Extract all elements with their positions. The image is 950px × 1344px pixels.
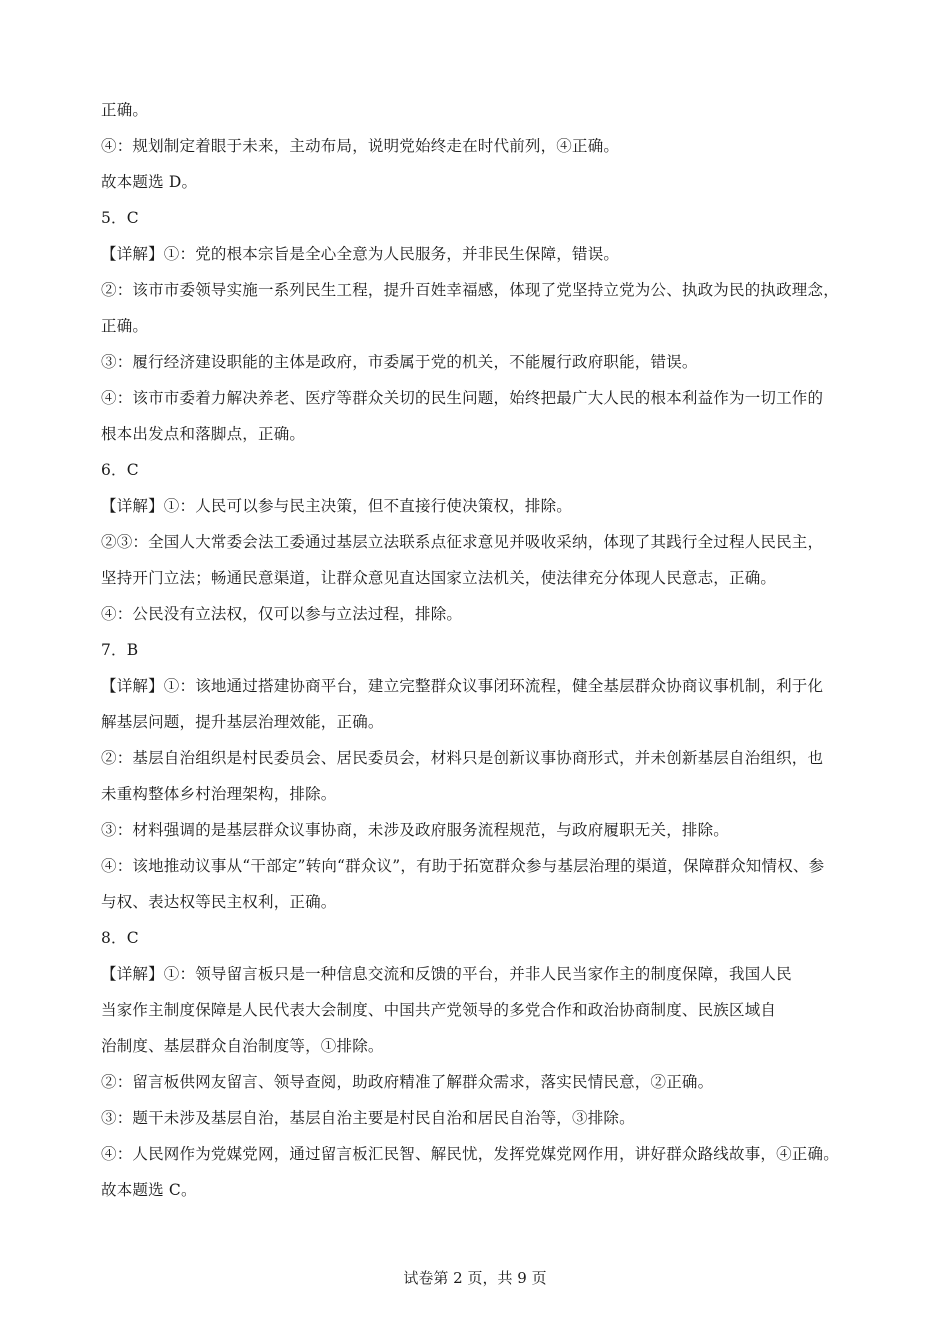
text-line: 【详解】①：该地通过搭建协商平台，建立完整群众议事闭环流程，健全基层群众协商议事机制，利于化 [101, 677, 824, 695]
text-line: ②：基层自治组织是村民委员会、居民委员会，材料只是创新议事协商形式，并未创新基层自治组织，也 [101, 749, 824, 767]
text-line: ④：规划制定着眼于未来，主动布局，说明党始终走在时代前列，④正确。 [101, 137, 620, 155]
text-line: ④：人民网作为党媒党网，通过留言板汇民智、解民忧，发挥党媒党网作用，讲好群众路线故事，④正确。 [101, 1145, 839, 1163]
text-line: ②：留言板供网友留言、领导查阅，助政府精准了解群众需求，落实民情民意，②正确。 [101, 1073, 714, 1091]
text-line: ④：该地推动议事从“干部定”转向“群众议”，有助于拓宽群众参与基层治理的渠道，保障群众知情权、参 [101, 857, 825, 875]
text-line: ②：该市市委领导实施一系列民生工程，提升百姓幸福感，体现了党坚持立党为公、执政为民的执政理念， [101, 281, 839, 299]
question-number: 6．C [101, 461, 139, 479]
text-line: 正确。 [101, 317, 149, 335]
question-number: 8．C [101, 929, 139, 947]
text-line: ③：材料强调的是基层群众议事协商，未涉及政府服务流程规范，与政府履职无关，排除。 [101, 821, 730, 839]
text-line: ③：题干未涉及基层自治，基层自治主要是村民自治和居民自治等，③排除。 [101, 1109, 635, 1127]
text-line: 解基层问题，提升基层治理效能，正确。 [101, 713, 384, 731]
text-line: 【详解】①：领导留言板只是一种信息交流和反馈的平台，并非人民当家作主的制度保障，我国人民 [101, 965, 792, 983]
text-line: 正确。 [101, 101, 149, 119]
text-line: 【详解】①：人民可以参与民主决策，但不直接行使决策权，排除。 [101, 497, 573, 515]
question-number: 7．B [101, 641, 139, 659]
text-line: 坚持开门立法；畅通民意渠道，让群众意见直达国家立法机关，使法律充分体现人民意志，正确。 [101, 569, 777, 587]
text-line: ②③：全国人大常委会法工委通过基层立法联系点征求意见并吸收采纳，体现了其践行全过程人民民主， [101, 533, 824, 551]
text-line: ④：该市市委着力解决养老、医疗等群众关切的民生问题，始终把最广大人民的根本利益作为一切工作的 [101, 389, 824, 407]
text-line: 与权、表达权等民主权利，正确。 [101, 893, 337, 911]
answer-explanations [101, 92, 861, 1208]
text-line: 当家作主制度保障是人民代表大会制度、中国共产党领导的多党合作和政治协商制度、民族区域自 [101, 1001, 777, 1019]
text-line: 【详解】①：党的根本宗旨是全心全意为人民服务，并非民生保障，错误。 [101, 245, 620, 263]
text-line: ③：履行经济建设职能的主体是政府，市委属于党的机关，不能履行政府职能，错误。 [101, 353, 698, 371]
page-footer: 试卷第 2 页，共 9 页 [403, 1269, 547, 1287]
text-line: 故本题选 C。 [101, 1181, 197, 1199]
text-line: 治制度、基层群众自治制度等，①排除。 [101, 1037, 384, 1055]
question-number: 5．C [101, 209, 139, 227]
text-line: ④：公民没有立法权，仅可以参与立法过程，排除。 [101, 605, 463, 623]
text-line: 根本出发点和落脚点，正确。 [101, 425, 306, 443]
text-line: 未重构整体乡村治理架构，排除。 [101, 785, 337, 803]
text-line: 故本题选 D。 [101, 173, 198, 191]
